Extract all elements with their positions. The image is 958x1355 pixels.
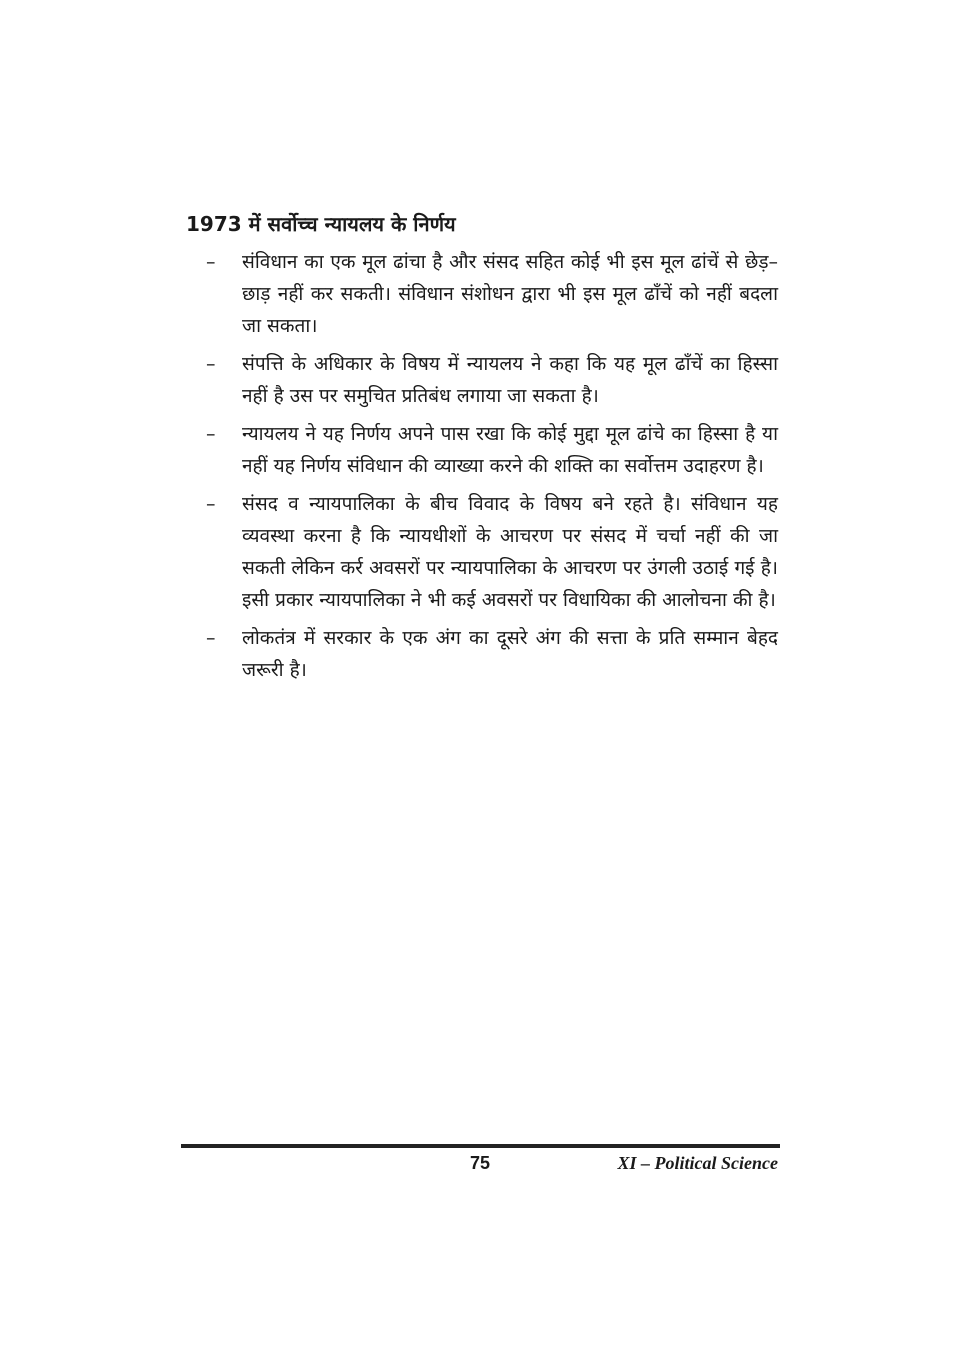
list-item [186, 418, 778, 482]
list-item [186, 488, 778, 616]
dash-bullet: – [206, 627, 216, 649]
list-item [186, 348, 778, 412]
section-heading: 1973 में सर्वोच्च न्यायलय के निर्णय [186, 212, 456, 236]
footer-divider [181, 1144, 780, 1148]
dash-bullet: – [206, 353, 216, 375]
point-text: लोकतंत्र में सरकार के एक अंग का दूसरे अंग की सत्ता के प्रति सम्मान बेहद जरूरी है। [242, 627, 778, 681]
judgment-points-list [186, 246, 778, 692]
list-item [186, 246, 778, 342]
list-item [186, 622, 778, 686]
dash-bullet: – [206, 423, 216, 445]
point-text: न्यायलय ने यह निर्णय अपने पास रखा कि कोई मुद्दा मूल ढांचे का हिस्सा है या नहीं यह निर्णय संविधान की व्याख्या करने की शक्ति का सर्वोत्तम उदाहरण है। [242, 423, 778, 477]
point-text: संविधान का एक मूल ढांचा है और संसद सहित कोई भी इस मूल ढांचें से छेड़–छाड़ नहीं कर सकती। संविधान संशोधन द्वारा भी इस मूल ढाँचें को नहीं बदला जा सकता। [242, 251, 778, 337]
book-title: XI – Political Science [617, 1153, 778, 1173]
point-text: संसद व न्यायपालिका के बीच विवाद के विषय बने रहते है। संविधान यह व्यवस्था करना है कि न्यायधीशों के आचरण पर संसद में चर्चा नहीं की जा सकती लेकिन कर्र अवसरों पर न्यायपालिका के आचरण पर उंगली उठाई गई है। इसी प्रकार न्यायपालिका ने भी कई अवसरों पर विधायिका की आलोचना की है। [242, 493, 778, 611]
dash-bullet: – [206, 251, 216, 273]
point-text: संपत्ति के अधिकार के विषय में न्यायलय ने कहा कि यह मूल ढाँचें का हिस्सा नहीं है उस पर समुचित प्रतिबंध लगाया जा सकता है। [242, 353, 778, 407]
dash-bullet: – [206, 493, 216, 515]
page-number: 75 [469, 1153, 491, 1173]
